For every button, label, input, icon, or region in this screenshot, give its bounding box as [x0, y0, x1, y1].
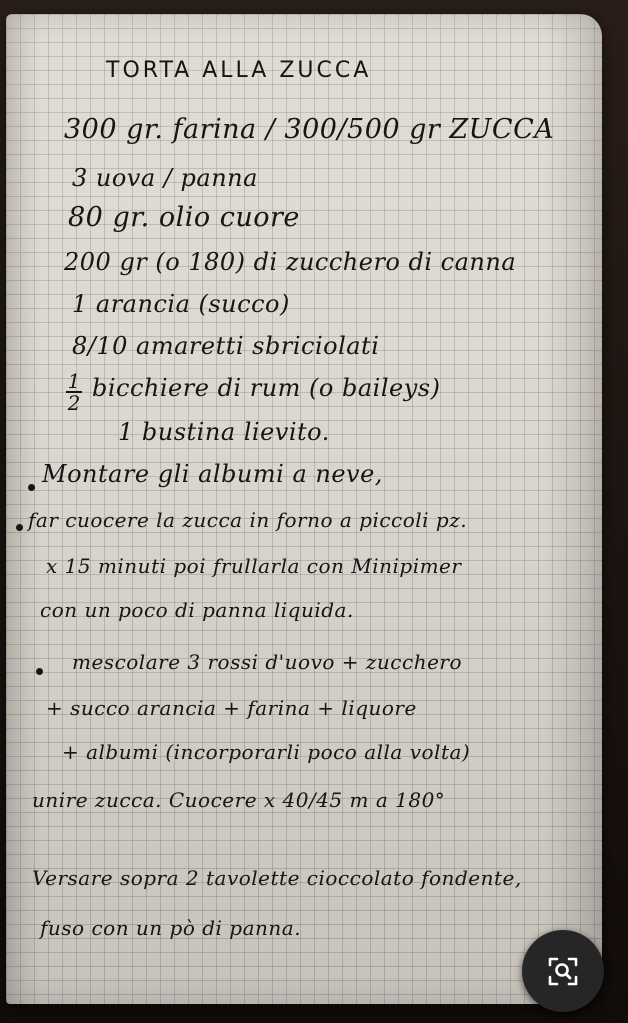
- half-fraction: [66, 369, 82, 415]
- notebook-page: [6, 14, 602, 1004]
- ingredient-line: 1 arancia (succo): [72, 290, 290, 318]
- recipe-title: TORTA ALLA ZUCCA: [106, 58, 372, 83]
- step-line: x 15 minuti poi frullarla con Minipimer: [46, 554, 462, 578]
- bullet-dot: [16, 524, 23, 531]
- step-line: + succo arancia + farina + liquore: [46, 696, 417, 720]
- ingredient-line: 300 gr. farina / 300/500 gr ZUCCA: [64, 114, 555, 145]
- ingredient-line: 3 uova / panna: [72, 164, 258, 192]
- ingredient-line: 200 gr (o 180) di zucchero di canna: [64, 248, 517, 276]
- bullet-dot: [36, 668, 43, 675]
- image-search-icon: [547, 955, 579, 987]
- step-line: Montare gli albumi a neve,: [42, 460, 383, 488]
- ingredient-line: 80 gr. olio cuore: [68, 202, 300, 233]
- step-line: Versare sopra 2 tavolette cioccolato fondente,: [32, 866, 522, 890]
- image-search-button[interactable]: [522, 930, 604, 1012]
- ingredient-line: 8/10 amaretti sbriciolati: [72, 332, 380, 360]
- step-line: mescolare 3 rossi d'uovo + zucchero: [72, 650, 463, 674]
- step-line: far cuocere la zucca in forno a piccoli pz.: [28, 508, 468, 532]
- bullet-dot: [28, 484, 35, 491]
- ingredient-line: bicchiere di rum (o baileys): [92, 374, 441, 402]
- step-line: + albumi (incorporarli poco alla volta): [62, 740, 471, 764]
- ingredient-line: 1 bustina lievito.: [118, 418, 330, 446]
- step-line: unire zucca. Cuocere x 40/45 m a 180°: [32, 788, 446, 812]
- step-line: fuso con un pò di panna.: [40, 916, 302, 940]
- step-line: con un poco di panna liquida.: [40, 598, 354, 622]
- fraction-numerator: 1: [67, 369, 81, 393]
- fraction-denominator: 2: [67, 391, 81, 415]
